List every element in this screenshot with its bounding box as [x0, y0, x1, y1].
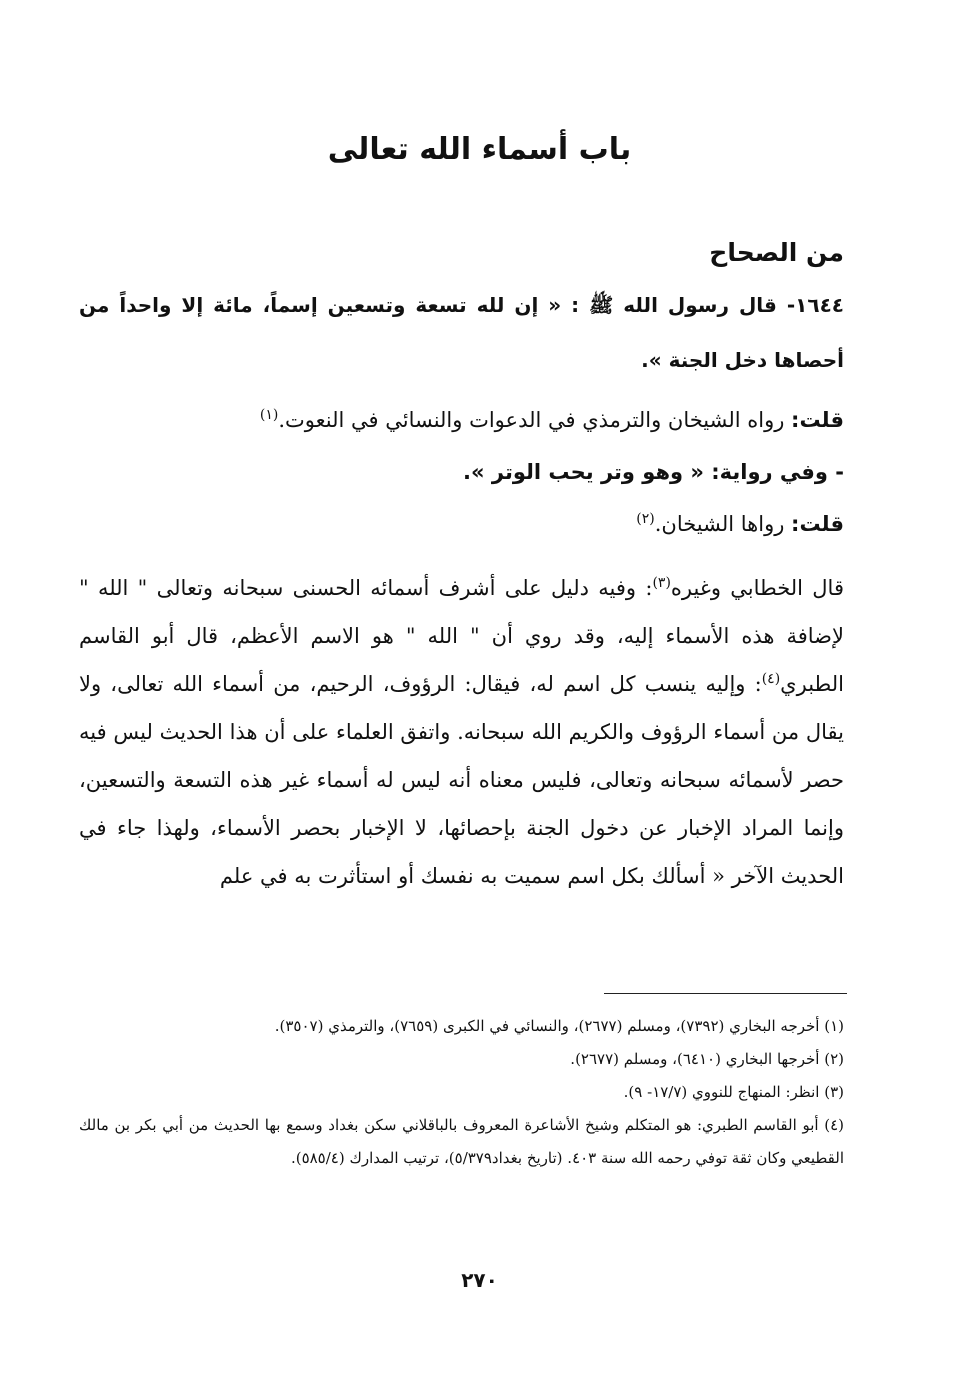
note-1-label: قلت: — [791, 408, 844, 432]
note-1-text: رواه الشيخان والترمذي في الدعوات والنسائي في النعوت. — [278, 408, 792, 432]
commentary-part-3: : وإليه ينسب كل اسم له، فيقال: الرؤوف، الرحيم، من أسماء الله تعالى، ولا يقال من أسماء الرؤوف والكريم الله سبحانه. واتفق العلماء على أن هذا الحديث ليس فيه حصر لأسمائه سبحانه وتعالى، فليس معناه أنه ليس له أسماء غير هذه التسعة والتسعين، وإنما المراد الإخبار عن دخول الجنة بإحصائها، لا الإخبار بحصر الأسماء، ولهذا جاء في الحديث الآخر « أسألك بكل اسم سميت به نفسك أو استأثرت به في علم — [79, 672, 844, 888]
page-number: ٢٧٠ — [461, 1268, 498, 1292]
main-text — [79, 228, 844, 900]
chapter-title: باب أسماء الله تعالى — [327, 132, 632, 167]
note-2-label: قلت: — [791, 512, 844, 536]
footnote-1: (١) أخرجه البخاري (٧٣٩٢)، ومسلم (٢٦٧٧)، والنسائي في الكبرى (٧٦٥٩)، والترمذي (٣٥٠٧). — [274, 1017, 844, 1035]
footnote-4: (٤) أبو القاسم الطبري: هو المتكلم وشيخ الأشاعرة المعروف بالباقلاني سكن بغداد وسمع بها الحديث من أبي بكر بن مالك القطيعي وكان ثقة توفي رحمه الله سنة ٤٠٣. (تاريخ بغداد٥/٣٧٩)، ترتيب المدارك (٥٨٥/٤). — [79, 1116, 844, 1167]
hadith-text: ١٦٤٤- قال رسول الله ﷺ : « إن لله تسعة وتسعين إسماً، مائة إلا واحداً من أحصاها دخل الجنة ». — [79, 293, 844, 372]
footnote-3: (٣) انظر: المنهاج للنووي (١٧/٧- ٩). — [623, 1083, 844, 1101]
note-2 — [79, 498, 844, 550]
section-heading: من الصحاح — [709, 238, 844, 267]
footnotes — [79, 1010, 844, 1175]
commentary-paragraph — [79, 564, 844, 900]
footnote-divider — [604, 993, 847, 994]
note-1 — [79, 394, 844, 446]
commentary-part-1: قال الخطابي وغيره — [670, 576, 844, 600]
footnote-ref-3: (٣) — [652, 575, 671, 591]
footnote-2: (٢) أخرجها البخاري (٦٤١٠)، ومسلم (٢٦٧٧). — [570, 1050, 844, 1068]
footnote-ref-2: (٢) — [636, 511, 655, 527]
footnote-ref-4: (٤) — [761, 671, 781, 687]
footnote-ref-1: (١) — [259, 407, 279, 423]
note-2-text: رواها الشيخان. — [654, 512, 792, 536]
riwaya-line: - وفي رواية: « وهو وتر يحب الوتر ». — [463, 460, 844, 484]
commentary-part-2: : وفيه دليل على أشرف أسمائه الحسنى سبحانه وتعالى " الله " لإضافة هذه الأسماء إليه، وقد روي أن " الله " هو الاسم الأعظم، قال أبو القاسم الطبري — [79, 576, 844, 696]
